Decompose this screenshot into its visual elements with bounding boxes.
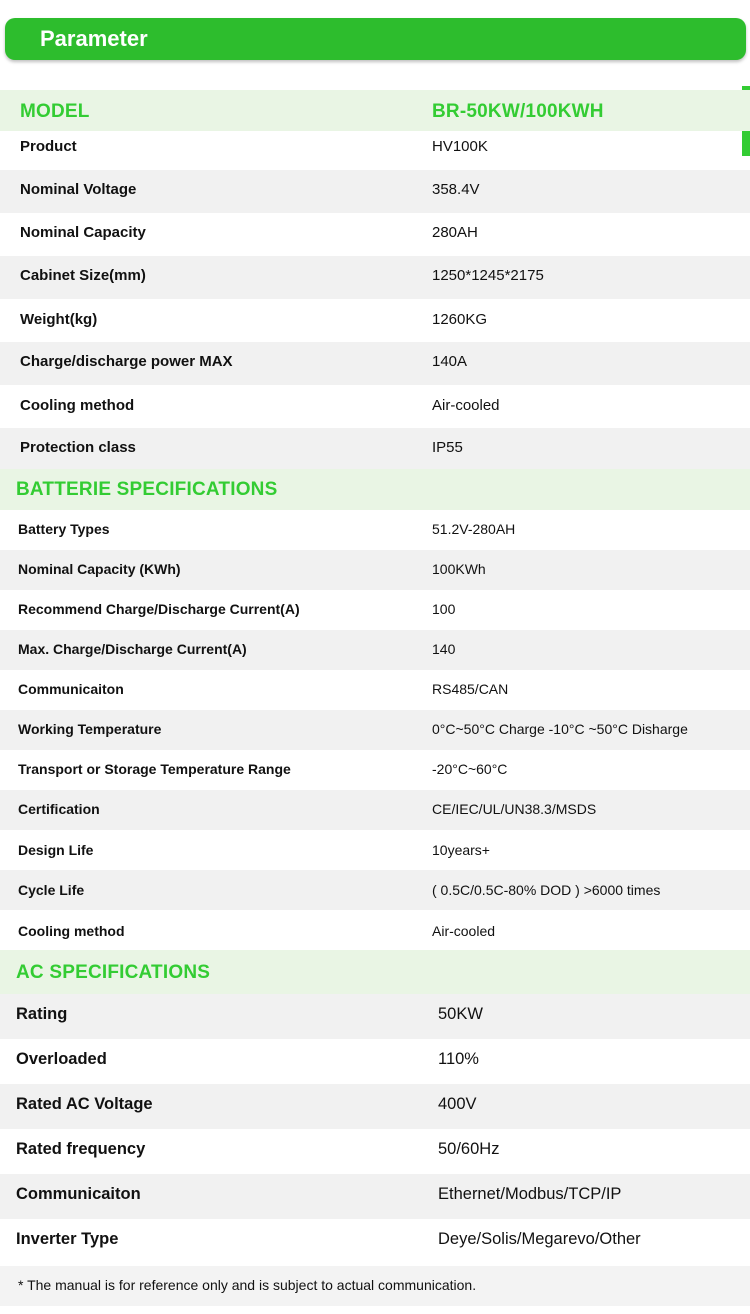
row-label: Rated frequency — [16, 1140, 146, 1158]
row-value: 100KWh — [432, 561, 486, 577]
row-label: Inverter Type — [16, 1230, 119, 1248]
row-value: -20°C~60°C — [432, 761, 508, 777]
row-label: Cooling method — [20, 397, 135, 414]
table-row — [0, 342, 750, 385]
table-row — [0, 510, 750, 550]
battery-header-label: BATTERIE SPECIFICATIONS — [16, 479, 278, 500]
row-value: 400V — [438, 1095, 477, 1113]
row-value: 358.4V — [432, 181, 480, 198]
ac-header-label: AC SPECIFICATIONS — [16, 962, 211, 983]
table-row — [0, 213, 750, 256]
row-value: 1260KG — [432, 311, 488, 328]
table-row — [0, 790, 750, 830]
row-value: 0°C~50°C Charge -10°C ~50°C Disharge — [432, 721, 688, 737]
row-value: Air-cooled — [432, 397, 500, 414]
table-row — [0, 910, 750, 950]
table-row — [0, 870, 750, 910]
table-row — [0, 299, 750, 342]
row-value: 140A — [432, 353, 468, 370]
row-label: Max. Charge/Discharge Current(A) — [18, 641, 247, 657]
table-row — [0, 590, 750, 630]
row-label: Working Temperature — [18, 721, 162, 737]
table-row — [0, 1039, 750, 1084]
row-value: 110% — [438, 1050, 479, 1068]
title-banner — [5, 18, 746, 60]
table-row — [0, 670, 750, 710]
model-header-row — [0, 90, 750, 131]
table-row — [0, 710, 750, 750]
table-row — [0, 131, 750, 170]
row-label: Cycle Life — [18, 882, 85, 898]
table-row — [0, 750, 750, 790]
table-row — [0, 1084, 750, 1129]
row-value: RS485/CAN — [432, 681, 509, 697]
row-label: Nominal Capacity (KWh) — [18, 561, 181, 577]
ac-header-row — [0, 950, 750, 994]
row-value: HV100K — [432, 138, 488, 155]
row-value: 10years+ — [432, 842, 490, 858]
battery-header-row — [0, 469, 750, 510]
row-label: Product — [20, 138, 77, 155]
row-label: Cooling method — [18, 923, 125, 939]
table-row — [0, 385, 750, 428]
table-row — [0, 550, 750, 590]
row-label: Cabinet Size(mm) — [20, 267, 146, 284]
model-header-label: MODEL — [20, 101, 90, 122]
row-value: Ethernet/Modbus/TCP/IP — [438, 1185, 622, 1203]
table-row — [0, 830, 750, 870]
row-value: 100 — [432, 601, 456, 617]
row-label: Design Life — [18, 842, 94, 858]
row-label: Communicaiton — [18, 681, 124, 697]
row-value: 50KW — [438, 1005, 483, 1023]
table-row — [0, 1219, 750, 1264]
row-value: CE/IEC/UL/UN38.3/MSDS — [432, 801, 597, 817]
table-row — [0, 256, 750, 299]
row-value: ( 0.5C/0.5C-80% DOD ) >6000 times — [432, 882, 661, 898]
row-label: Protection class — [20, 439, 136, 456]
table-row — [0, 994, 750, 1039]
row-label: Communicaiton — [16, 1185, 141, 1203]
table-row — [0, 1174, 750, 1219]
row-value: 140 — [432, 641, 456, 657]
table-row — [0, 428, 750, 469]
row-value: Deye/Solis/Megarevo/Other — [438, 1230, 641, 1248]
row-value: 280AH — [432, 224, 478, 241]
row-label: Weight(kg) — [20, 311, 98, 328]
row-value: 51.2V-280AH — [432, 521, 516, 537]
footnote-row — [0, 1266, 750, 1306]
row-label: Battery Types — [18, 521, 110, 537]
row-value: Air-cooled — [432, 923, 496, 939]
row-label: Certification — [18, 801, 100, 817]
row-value: 50/60Hz — [438, 1140, 500, 1158]
row-value: IP55 — [432, 439, 463, 456]
row-value: 1250*1245*2175 — [432, 267, 544, 284]
row-label: Recommend Charge/Discharge Current(A) — [18, 601, 300, 617]
row-label: Charge/discharge power MAX — [20, 353, 233, 370]
row-label: Nominal Capacity — [20, 224, 146, 241]
title-banner-area — [0, 0, 750, 90]
row-label: Overloaded — [16, 1050, 107, 1068]
footnote-text: * The manual is for reference only and is subject to actual communication. — [18, 1277, 477, 1293]
row-label: Transport or Storage Temperature Range — [18, 761, 291, 777]
row-label: Rating — [16, 1005, 68, 1023]
banner-title: Parameter — [40, 26, 148, 51]
table-row — [0, 170, 750, 213]
table-row — [0, 630, 750, 670]
table-row — [0, 1129, 750, 1174]
row-label: Rated AC Voltage — [16, 1095, 153, 1113]
model-header-value: BR-50KW/100KWH — [432, 101, 604, 122]
row-label: Nominal Voltage — [20, 181, 137, 198]
